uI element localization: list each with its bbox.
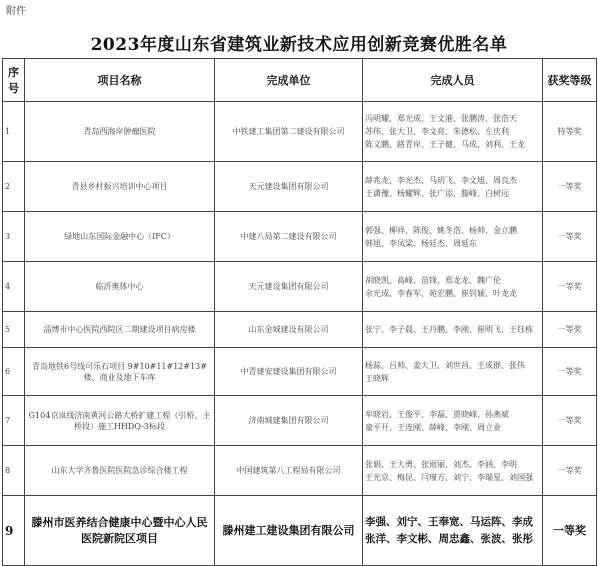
cell-seq: 8 [3, 446, 25, 496]
header-project: 项目名称 [25, 59, 215, 102]
people-line: 陈义鹏、路青岸、王子健、马成、刘利、王龙 [365, 140, 525, 149]
cell-unit: 滕州建工建设集团有限公司 [215, 496, 363, 566]
cell-project: 青岛地铁6号线可乐石项目 9#10#11#12#13#楼、商业及地下车库 [25, 348, 215, 396]
cell-grade: 一等奖 [543, 446, 597, 496]
document-title: 2023年度山东省建筑业新技术应用创新竞赛优胜名单 [90, 35, 508, 55]
cell-seq: 9 [3, 496, 25, 566]
cell-seq: 1 [3, 102, 25, 162]
header-seq: 序号 [3, 59, 25, 102]
cell-unit: 济南城建集团有限公司 [215, 396, 363, 446]
cell-project: 青县乡村振兴培训中心项目 [25, 162, 215, 212]
cell-unit: 中铁建工集团第二建设有限公司 [215, 102, 363, 162]
table-row [3, 396, 597, 446]
cell-unit: 天元建设集团有限公司 [215, 162, 363, 212]
table-row [3, 446, 597, 496]
people-line: 牟晓岩、王俊平、李磊、贾晓峰、孙燕斌 [365, 409, 509, 419]
cell-seq: 7 [3, 396, 25, 446]
people-line: 余光成、李春军、苑宏鹏、崔钊颖、叶龙龙 [365, 288, 517, 298]
people-line: 张洋、李文彬、周忠鑫、张波、张彤 [365, 532, 533, 545]
cell-unit: 中国建筑第八工程局有限公司 [215, 446, 363, 496]
cell-grade: 一等奖 [543, 262, 597, 312]
award-table [2, 58, 597, 566]
cell-project: 绿地山东国际金融中心（IFC） [25, 212, 215, 262]
cell-seq: 5 [3, 312, 25, 348]
people-line: 李强、刘宁、王奉宽、马运阵、李成 [365, 515, 533, 528]
table-row [3, 312, 597, 348]
people-line: 王潇豫、杨耀辉、张广添、滕峰、白树远 [365, 188, 509, 198]
cell-grade: 特等奖 [543, 102, 597, 162]
cell-people [363, 212, 543, 262]
cell-grade: 一等奖 [543, 212, 597, 262]
table-row [3, 162, 597, 212]
cell-project: 山东大学齐鲁医院医院急诊综合楼工程 [25, 446, 215, 496]
table-body [3, 102, 597, 566]
cell-project: 滕州市医养结合健康中心暨中心人民医院新院区项目 [25, 496, 215, 566]
header-grade: 获奖等级 [543, 59, 597, 102]
cell-people [363, 312, 543, 348]
cell-seq: 2 [3, 162, 25, 212]
people-line: 薛兆龙、李光杰、马玥飞、李文旭、周良杰 [365, 175, 517, 185]
table-row [3, 348, 597, 396]
cell-seq: 6 [3, 348, 25, 396]
cell-grade: 一等奖 [543, 396, 597, 446]
people-line: 张娟、王大勇、张雨丽、刘杰、李涵、李明 [365, 459, 517, 469]
people-line: 郭强、柳祥、陈俊、姚冬浩、杨帅、金立鹏 [365, 225, 517, 235]
cell-grade: 一等奖 [543, 496, 597, 566]
cell-grade: 一等奖 [543, 348, 597, 396]
cell-grade: 一等奖 [543, 162, 597, 212]
cell-people [363, 102, 543, 162]
table-row [3, 212, 597, 262]
cell-people [363, 262, 543, 312]
cell-unit: 中建八局第二建设有限公司 [215, 212, 363, 262]
people-line: 张宁、李子晨、王丹鹏、李刚、崔明飞、王钰栋 [365, 325, 533, 334]
cell-people [363, 396, 543, 446]
cell-project: G104京岚线济南黄河公路大桥扩建工程（引桥、主桥段）施工HHDQ-3标段 [25, 396, 215, 446]
table-header-row [3, 59, 597, 102]
people-line: 韩旭、李凤梁、杨廷杰、周延东 [365, 238, 477, 248]
header-unit: 完成单位 [215, 59, 363, 102]
cell-project: 青岛西海岸肿瘤医院 [25, 102, 215, 162]
cell-people [363, 348, 543, 396]
people-line: 冯明耀、郑光成、王文港、张鹏涛、张浩天 [365, 114, 517, 123]
cell-unit: 山东金城建设有限公司 [215, 312, 363, 348]
cell-seq: 4 [3, 262, 25, 312]
cell-unit: 中青建安建设集团有限公司 [215, 348, 363, 396]
people-line: 杨蕊、吕帅、姜大卫、刘世昌、王成群、张伟 [365, 360, 525, 370]
cell-people [363, 446, 543, 496]
people-line: 胡晓凯、高峰、苗锋、郑龙龙、魏广伦 [365, 275, 501, 285]
cell-people [363, 162, 543, 212]
people-line: 苏伟、张大卫、李文亮、朱德松、左庆利 [365, 127, 509, 136]
people-line: 王晓辉 [365, 373, 389, 383]
header-people: 完成人员 [363, 59, 543, 102]
cell-grade: 一等奖 [543, 312, 597, 348]
cell-unit: 天元建设集团有限公司 [215, 262, 363, 312]
table-row [3, 262, 597, 312]
people-line: 王光京、梅昆、闫瑾方、刘宁、李瑞星、刘国强 [365, 472, 533, 482]
cell-project: 淄博市中心医院西院区二期建设项目病房楼 [25, 312, 215, 348]
cell-project: 临沂奥体中心 [25, 262, 215, 312]
table-row [3, 102, 597, 162]
cell-people [363, 496, 543, 566]
attachment-label: 附件 [6, 6, 26, 17]
cell-seq: 3 [3, 212, 25, 262]
people-line: 童平开、王连刚、薛峰、李刚、周立业 [365, 422, 501, 432]
table-row [3, 496, 597, 566]
